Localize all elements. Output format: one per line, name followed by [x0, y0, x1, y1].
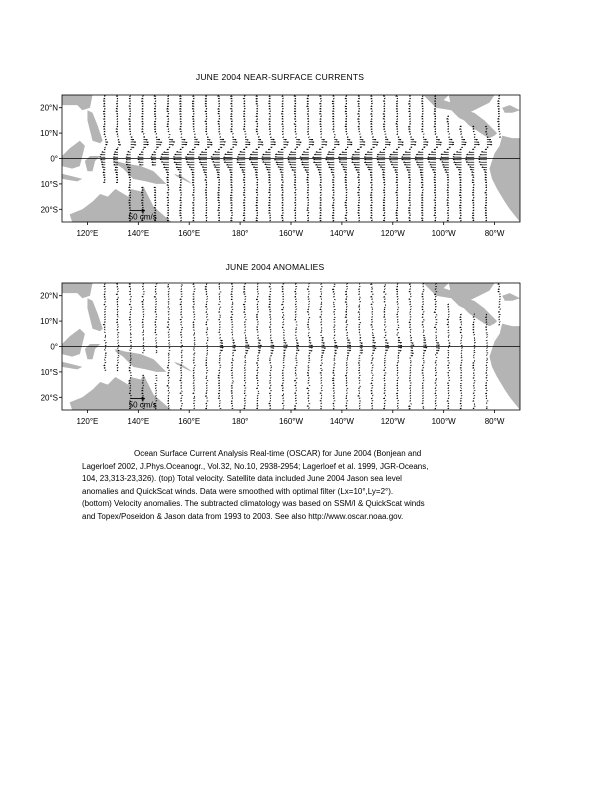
philippines-land — [87, 298, 102, 331]
north-america-land — [406, 283, 498, 326]
lon-tick-label: 160°E — [178, 417, 201, 426]
solomon-islands-land — [174, 362, 192, 372]
new-guinea-land — [115, 349, 166, 372]
lon-tick-label: 160°W — [278, 229, 304, 238]
south-america-land — [489, 324, 520, 410]
scale-vector-label: 50 cm/s — [128, 400, 157, 410]
figure-caption — [82, 448, 522, 524]
lon-tick-label: 180° — [231, 417, 249, 426]
asia-landmass — [52, 283, 93, 321]
borneo-land — [62, 329, 85, 357]
caption-line: Lagerloef 2002, J.Phys.Oceanogr., Vol.32, No.10, 2938-2954; Lagerloef et al. 1999, JGR-Oceans, — [82, 461, 429, 471]
lon-tick-label: 120°W — [380, 417, 405, 426]
lon-tick-label: 180° — [231, 229, 249, 238]
lat-tick-label: 20°N — [40, 103, 58, 113]
caption-line: 104, 23,313-23,326). (top) Total velocity. Satellite data included June 2004 Jason sea level — [82, 474, 402, 484]
lat-tick-label: 20°N — [40, 291, 58, 301]
top-panel-title: JUNE 2004 NEAR-SURFACE CURRENTS — [195, 72, 365, 82]
lon-tick-label: 140°W — [329, 229, 354, 238]
lat-tick-label: 20°S — [40, 205, 58, 215]
lon-tick-label: 120°E — [76, 417, 99, 426]
caption-line: and Topex/Poseidon & Jason data from 1993 to 2003. See also http://www.oscar.noaa.gov. — [82, 511, 404, 521]
lat-tick-label: 20°S — [40, 393, 58, 403]
lon-tick-label: 80°W — [484, 229, 505, 238]
lat-tick-label: 0° — [50, 342, 58, 352]
caribbean-islands-land — [502, 293, 520, 301]
current-vectors — [103, 283, 501, 409]
scale-vector-label: 50 cm/s — [128, 212, 157, 222]
lon-tick-label: 160°W — [278, 417, 304, 426]
lat-tick-label: 10°S — [40, 367, 58, 377]
lon-tick-label: 100°W — [431, 417, 456, 426]
lon-tick-label: 140°W — [329, 417, 354, 426]
bottom-panel-title: JUNE 2004 ANOMALIES — [225, 262, 325, 272]
lat-tick-label: 0° — [50, 154, 58, 164]
lon-tick-label: 140°E — [127, 229, 150, 238]
lon-tick-label: 120°W — [380, 229, 405, 238]
lat-tick-label: 10°N — [40, 317, 58, 327]
lat-tick-label: 10°N — [40, 129, 58, 139]
lon-tick-label: 100°W — [431, 229, 456, 238]
lat-tick-label: 10°S — [40, 179, 58, 189]
lon-tick-label: 80°W — [484, 417, 505, 426]
sumatra-java-land — [62, 362, 82, 370]
vector-field — [103, 283, 501, 409]
caption-line: anomalies and QuickScat winds. Data were smoothed with optimal filter (Lx=10°,Ly=2°). — [82, 486, 394, 496]
caption-line: Ocean Surface Current Analysis Real-time (OSCAR) for June 2004 (Bonjean and — [134, 449, 422, 458]
lon-tick-label: 160°E — [178, 229, 201, 238]
lon-tick-label: 140°E — [127, 417, 150, 426]
lon-tick-label: 120°E — [76, 229, 99, 238]
caption-line: (bottom) Velocity anomalies. The subtracted climatology was based on SSM/I & QuickScat winds — [82, 499, 425, 509]
